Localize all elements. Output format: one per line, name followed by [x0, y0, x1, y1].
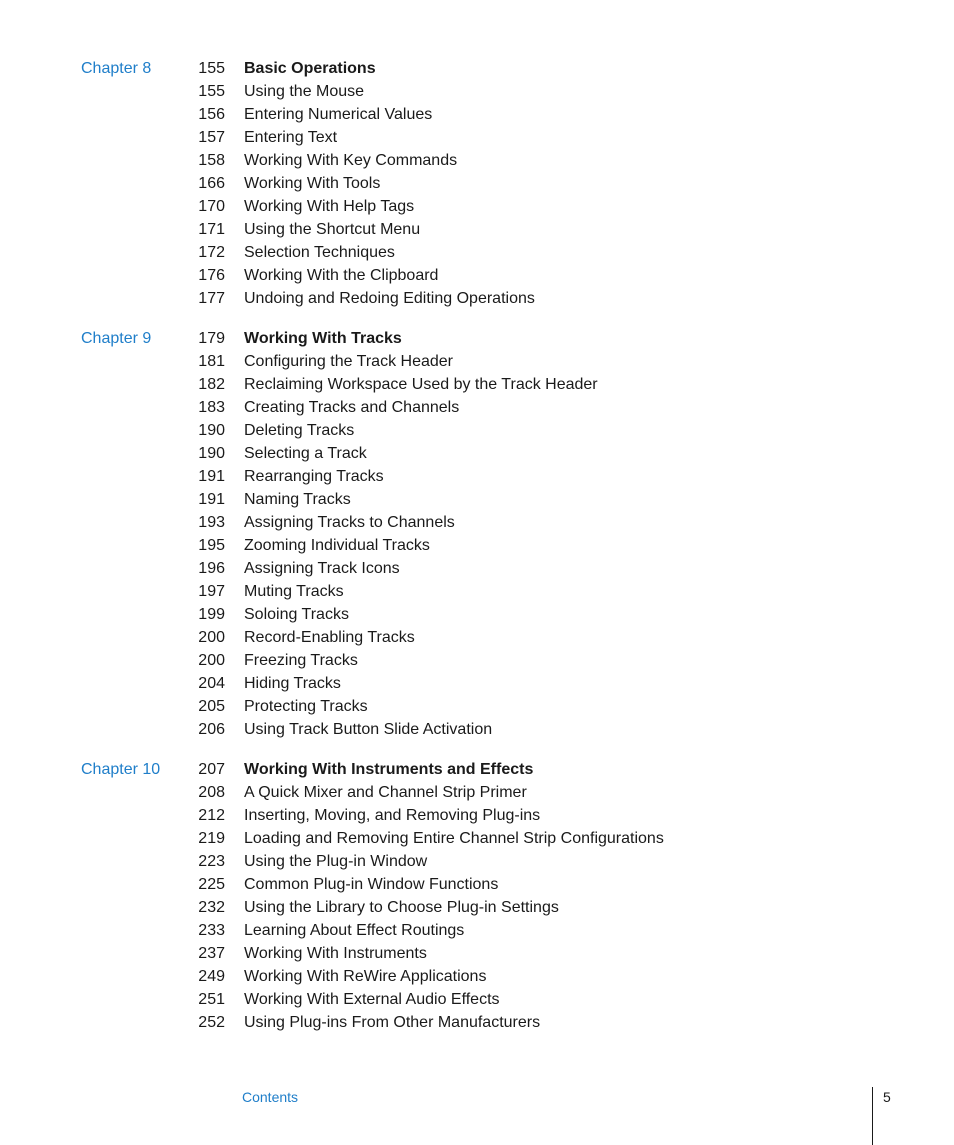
toc-entry[interactable] — [0, 695, 954, 718]
toc-chapter — [0, 758, 954, 1034]
entry-title[interactable]: Assigning Track Icons — [244, 560, 400, 577]
entry-page-number: 206 — [198, 721, 225, 738]
entry-title[interactable]: Inserting, Moving, and Removing Plug-ins — [244, 807, 541, 824]
entry-title[interactable]: Undoing and Redoing Editing Operations — [244, 290, 535, 307]
entry-page-number: 252 — [198, 1014, 225, 1031]
entry-title[interactable]: Learning About Effect Routings — [244, 922, 465, 939]
toc-chapter — [0, 57, 954, 310]
entry-page-number: 208 — [198, 784, 225, 801]
entry-page-number: 251 — [198, 991, 225, 1008]
footer-section-label: Contents — [242, 1089, 299, 1105]
footer-divider — [872, 1087, 873, 1145]
entry-page-number: 219 — [198, 830, 225, 847]
entry-page-number: 199 — [198, 606, 225, 623]
entry-title[interactable]: Creating Tracks and Channels — [244, 399, 460, 416]
entry-title[interactable]: A Quick Mixer and Channel Strip Primer — [244, 784, 527, 801]
toc-entry[interactable] — [0, 649, 954, 672]
entry-page-number: 212 — [198, 807, 225, 824]
entry-page-number: 193 — [198, 514, 225, 531]
entry-title[interactable]: Working With Key Commands — [244, 152, 458, 169]
entry-page-number: 249 — [198, 968, 225, 985]
toc-entry[interactable] — [0, 580, 954, 603]
entry-title[interactable]: Entering Text — [244, 129, 338, 146]
toc-entry[interactable] — [0, 488, 954, 511]
entry-page-number: 155 — [198, 83, 225, 100]
entry-page-number: 157 — [198, 129, 225, 146]
entry-title[interactable]: Using Plug-ins From Other Manufacturers — [244, 1014, 541, 1031]
chapter-title[interactable]: Basic Operations — [244, 60, 376, 77]
toc-entry[interactable] — [0, 396, 954, 419]
entry-page-number: 166 — [198, 175, 225, 192]
toc-entry[interactable] — [0, 264, 954, 287]
entry-page-number: 197 — [198, 583, 225, 600]
toc-entry[interactable] — [0, 827, 954, 850]
entry-title[interactable]: Using the Shortcut Menu — [244, 221, 421, 238]
toc-entry[interactable] — [0, 465, 954, 488]
entry-page-number: 183 — [198, 399, 225, 416]
toc-entry[interactable] — [0, 350, 954, 373]
entry-page-number: 176 — [198, 267, 225, 284]
toc-entry[interactable] — [0, 781, 954, 804]
toc-entry[interactable] — [0, 419, 954, 442]
toc-entry[interactable] — [0, 718, 954, 741]
toc-entry[interactable] — [0, 603, 954, 626]
toc-entry[interactable] — [0, 534, 954, 557]
entry-page-number: 191 — [198, 468, 225, 485]
entry-page-number: 182 — [198, 376, 225, 393]
entry-title[interactable]: Naming Tracks — [244, 491, 351, 508]
toc-entry[interactable] — [0, 873, 954, 896]
entry-page-number: 207 — [198, 761, 225, 778]
toc-entry[interactable] — [0, 241, 954, 264]
entry-title[interactable]: Working With Instruments — [244, 945, 427, 962]
chapter-label[interactable]: Chapter 9 — [81, 330, 152, 347]
chapter-label[interactable]: Chapter 8 — [81, 60, 152, 77]
entry-title[interactable]: Hiding Tracks — [244, 675, 341, 692]
entry-page-number: 200 — [198, 652, 225, 669]
toc-entry[interactable] — [0, 672, 954, 695]
toc-entry[interactable] — [0, 988, 954, 1011]
entry-page-number: 170 — [198, 198, 225, 215]
entry-page-number: 177 — [198, 290, 225, 307]
entry-title[interactable]: Reclaiming Workspace Used by the Track Header — [244, 376, 598, 393]
entry-title[interactable]: Loading and Removing Entire Channel Strip Configurations — [244, 830, 664, 847]
entry-page-number: 190 — [198, 445, 225, 462]
toc-entry[interactable] — [0, 896, 954, 919]
entry-page-number: 233 — [198, 922, 225, 939]
entry-page-number: 237 — [198, 945, 225, 962]
entry-title[interactable]: Using the Mouse — [244, 83, 365, 100]
entry-title[interactable]: Zooming Individual Tracks — [244, 537, 430, 554]
chapter-label[interactable]: Chapter 10 — [81, 761, 161, 778]
chapter-heading-entry[interactable] — [0, 327, 954, 350]
chapter-heading-entry[interactable] — [0, 758, 954, 781]
entry-title[interactable]: Configuring the Track Header — [244, 353, 453, 370]
toc-entry[interactable] — [0, 919, 954, 942]
entry-title[interactable]: Common Plug-in Window Functions — [244, 876, 499, 893]
entry-title[interactable]: Working With Help Tags — [244, 198, 415, 215]
toc-entry[interactable] — [0, 218, 954, 241]
table-of-contents — [0, 57, 954, 1051]
chapter-heading-entry[interactable] — [0, 57, 954, 80]
entry-page-number: 225 — [198, 876, 225, 893]
toc-entry[interactable] — [0, 557, 954, 580]
entry-page-number: 158 — [198, 152, 225, 169]
entry-title[interactable]: Assigning Tracks to Channels — [244, 514, 455, 531]
entry-page-number: 181 — [198, 353, 225, 370]
toc-entry[interactable] — [0, 373, 954, 396]
entry-title[interactable]: Selecting a Track — [244, 445, 367, 462]
entry-title[interactable]: Selection Techniques — [244, 244, 395, 261]
entry-page-number: 172 — [198, 244, 225, 261]
entry-title[interactable]: Deleting Tracks — [244, 422, 355, 439]
entry-title[interactable]: Protecting Tracks — [244, 698, 368, 715]
toc-entry[interactable] — [0, 942, 954, 965]
toc-entry[interactable] — [0, 1011, 954, 1034]
entry-page-number: 179 — [198, 330, 225, 347]
entry-page-number: 204 — [198, 675, 225, 692]
entry-page-number: 232 — [198, 899, 225, 916]
entry-page-number: 156 — [198, 106, 225, 123]
entry-title[interactable]: Working With External Audio Effects — [244, 991, 500, 1008]
chapter-title[interactable]: Working With Tracks — [244, 330, 402, 347]
footer-page-number: 5 — [883, 1089, 891, 1105]
entry-title[interactable]: Using Track Button Slide Activation — [244, 721, 493, 738]
toc-entry[interactable] — [0, 103, 954, 126]
toc-entry[interactable] — [0, 126, 954, 149]
toc-entry[interactable] — [0, 804, 954, 827]
toc-entry[interactable] — [0, 149, 954, 172]
toc-entry[interactable] — [0, 287, 954, 310]
entry-page-number: 191 — [198, 491, 225, 508]
entry-page-number: 190 — [198, 422, 225, 439]
entry-title[interactable]: Using the Library to Choose Plug-in Settings — [244, 899, 559, 916]
entry-page-number: 223 — [198, 853, 225, 870]
toc-entry[interactable] — [0, 80, 954, 103]
entry-title[interactable]: Rearranging Tracks — [244, 468, 384, 485]
entry-title[interactable]: Record-Enabling Tracks — [244, 629, 415, 646]
entry-page-number: 200 — [198, 629, 225, 646]
entry-title[interactable]: Working With the Clipboard — [244, 267, 439, 284]
entry-page-number: 205 — [198, 698, 225, 715]
entry-title[interactable]: Freezing Tracks — [244, 652, 358, 669]
toc-entry[interactable] — [0, 626, 954, 649]
entry-title[interactable]: Entering Numerical Values — [244, 106, 433, 123]
toc-entry[interactable] — [0, 442, 954, 465]
entry-title[interactable]: Soloing Tracks — [244, 606, 349, 623]
entry-page-number: 196 — [198, 560, 225, 577]
toc-entry[interactable] — [0, 511, 954, 534]
entry-page-number: 155 — [198, 60, 225, 77]
toc-chapter — [0, 327, 954, 741]
entry-title[interactable]: Muting Tracks — [244, 583, 344, 600]
toc-entry[interactable] — [0, 195, 954, 218]
toc-entry[interactable] — [0, 965, 954, 988]
entry-title[interactable]: Working With Tools — [244, 175, 381, 192]
entry-page-number: 171 — [198, 221, 225, 238]
entry-title[interactable]: Using the Plug-in Window — [244, 853, 428, 870]
entry-title[interactable]: Working With ReWire Applications — [244, 968, 487, 985]
toc-entry[interactable] — [0, 850, 954, 873]
entry-page-number: 195 — [198, 537, 225, 554]
toc-entry[interactable] — [0, 172, 954, 195]
chapter-title[interactable]: Working With Instruments and Effects — [244, 761, 534, 778]
